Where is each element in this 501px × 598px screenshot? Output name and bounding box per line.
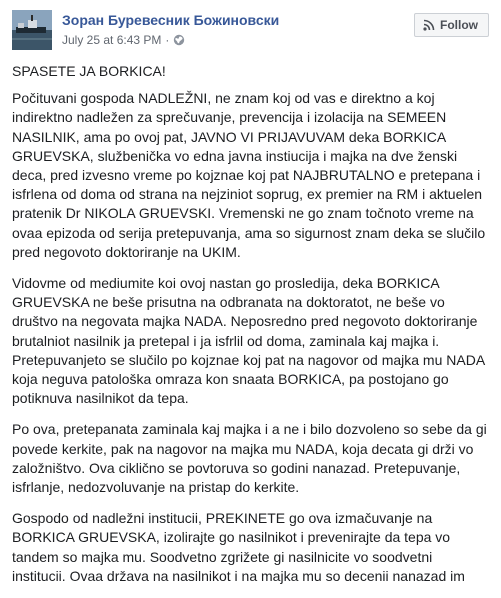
author-name[interactable]: Зоран Буревесник Божиновски [62, 12, 280, 28]
post-paragraph: Vidovme od mediumite koi ovoj nastan go prosledija, deka BORKICA GRUEVSKA ne beše prisutna na odbranata na doktoratot, ne beše vo društvo na negovata majka NADA. Neposredno pred negovoto doktoriranje brutalniot nasilnik ja pretepal i ja isfrlil od doma, zaminala kaj majka i. Pretepuvanjeto se slučilo po kojznae koj pat na nagovor od majka mu NADA koja neguva patološka omraza kon snaata BORKICA, pa postojano go potiknuva nasilnikot da tepa. [12, 275, 485, 407]
ship-photo-avatar[interactable] [12, 10, 52, 50]
post-paragraph: Po ova, pretepanata zaminala kaj majka i a ne i bilo dozvoleno so sebe da gi povede kerkite, pak na nagovor na majka mu NADA, koja decata gi drži vo založništvo. Ova ciklično se povtoruva so godini nanazad. Pretepuvanje, isfrlanje, nedozvoluvanje na pristap do kerkite. [12, 421, 487, 496]
post-meta [62, 33, 185, 47]
meta-separator: · [165, 33, 170, 47]
rss-icon [423, 19, 435, 31]
post-body [12, 62, 489, 598]
post-headline: SPASETE JA BORKICA! [12, 63, 166, 79]
post-paragraph: Počituvani gospoda NADLEŽNI, ne znam koj od vas e direktno a koj indirektno nadležen za sprečuvanje, prevencija i izolacija na SEMEEN NASILNIK, ama po ovoj pat, JAVNO VI PRIJAVUVAM deka BORKICA GRUEVSKA, službenička vo edna javna instiucija i majka na dve ženski deca, pred izvesno vreme po kojznae koj pat NAJBRUTALNO e pretepana i isfrlena od doma od strana na nejziniot soprug, ex premier na RM i aktuelen pratenik Dr NIKOLA GRUEVSKI. Vremenski ne go znam točnoto vreme na ovaa epizoda od serija pretepuvanja, ama so sigurnost znam deka se slučilo pred negovoto doktoriranje na UKIM. [12, 90, 486, 260]
post-header [12, 8, 489, 54]
post-timestamp[interactable]: July 25 at 6:43 PM [62, 33, 162, 47]
avatar-image [12, 10, 52, 50]
post-paragraph: Gospodo od nadležni institucii, PREKINETE go ova izmačuvanje na BORKICA GRUEVSKA, izolirajte go nasilnikot i prevenirajte da tepa vo tandem so majka mu. Soodvetno zgrižete gi nasilnicite vo soodvetni institucii. Ovaa država na nasilnikot i na majka mu so decenii nanazad im [12, 510, 465, 584]
follow-label: Follow [440, 18, 478, 32]
follow-button[interactable] [414, 13, 489, 37]
globe-icon[interactable] [173, 34, 185, 46]
